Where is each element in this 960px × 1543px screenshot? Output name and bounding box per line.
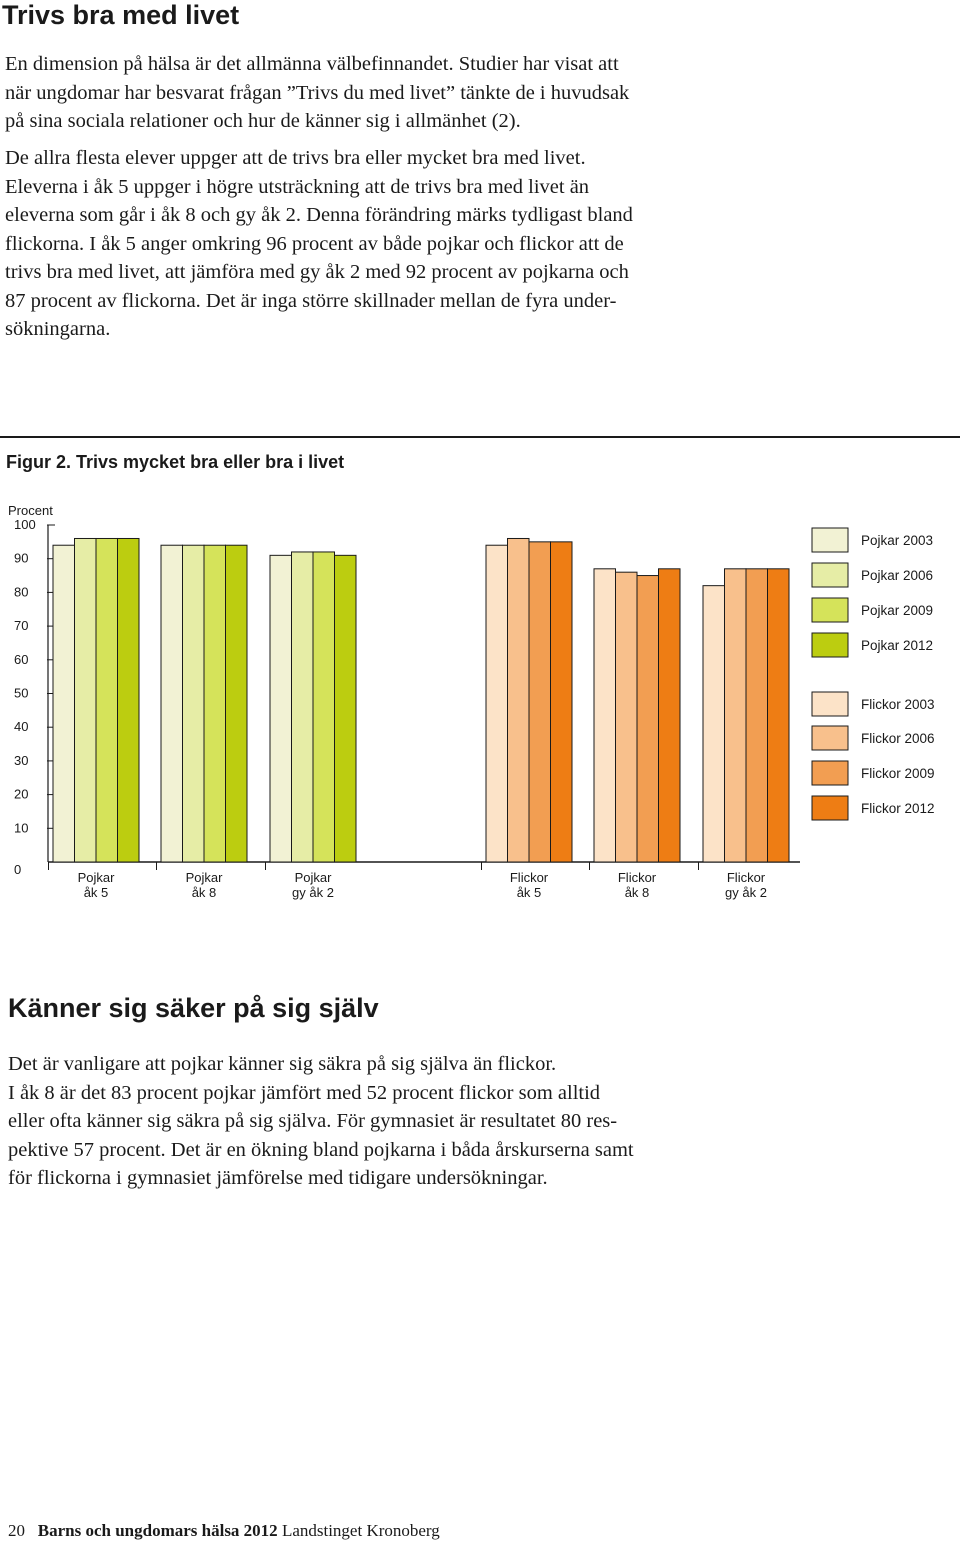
x-tick-label: Flickor [509, 870, 549, 885]
bar [53, 545, 75, 862]
bar [486, 545, 508, 862]
text-line: pektive 57 procent. Det är en ökning bland pojkarna i båda årskurserna samt [8, 1138, 634, 1161]
bar [637, 576, 659, 862]
y-tick-label: 10 [14, 820, 29, 836]
legend-label: Pojkar 2009 [861, 603, 934, 618]
self-confidence-paragraph [8, 1050, 634, 1193]
legend-swatch [812, 563, 848, 587]
y-axis-label: Procent [8, 503, 53, 518]
legend-label: Pojkar 2012 [861, 638, 934, 653]
text-line: eller ofta känner sig säkra på sig själva. För gymnasiet är resultatet 80 res- [8, 1110, 618, 1132]
y-tick-label: 0 [14, 862, 22, 877]
bar [551, 542, 573, 862]
bar [96, 538, 118, 862]
y-tick-label: 50 [14, 685, 29, 701]
figure-title: Figur 2. Trivs mycket bra eller bra i livet [6, 452, 345, 472]
y-tick-label: 80 [14, 584, 29, 600]
bar [746, 569, 768, 862]
figure-divider [0, 436, 960, 438]
page-number: 20 [8, 1521, 25, 1540]
text-line: på sina sociala relationer och hur de känner sig i allmänhet (2). [5, 110, 521, 132]
y-tick-label: 100 [14, 517, 36, 532]
results-paragraph [5, 144, 633, 344]
text-line: I åk 8 är det 83 procent pojkar jämfört med 52 procent flickor som alltid [8, 1081, 601, 1104]
legend-label: Pojkar 2003 [861, 533, 934, 548]
section-heading-saker: Känner sig säker på sig själv [8, 993, 379, 1023]
text-line: Eleverna i åk 5 uppger i högre utsträckning att de trivs bra med livet än [5, 175, 590, 198]
text-line: eleverna som går i åk 8 och gy åk 2. Denna förändring märks tydligast bland [5, 204, 633, 226]
bar [768, 569, 790, 862]
bar [508, 538, 530, 862]
legend-label: Flickor 2003 [861, 697, 935, 712]
text-line: 87 procent av flickorna. Det är inga större skillnader mellan de fyra under- [5, 289, 617, 312]
bar [529, 542, 551, 862]
text-line: flickorna. I åk 5 anger omkring 96 procent av både pojkar och flickor att de [5, 232, 624, 255]
bar [161, 545, 183, 862]
bar [725, 569, 747, 862]
bar [703, 586, 725, 862]
x-tick-label: gy åk 2 [725, 885, 767, 900]
bar [75, 538, 97, 862]
legend-swatch [812, 598, 848, 622]
bar [204, 545, 226, 862]
bar [659, 569, 681, 862]
text-line: Det är vanligare att pojkar känner sig säkra på sig själva än flickor. [8, 1053, 557, 1075]
x-tick-label: Flickor [726, 870, 766, 885]
legend-label: Flickor 2009 [861, 766, 935, 781]
bar [594, 569, 616, 862]
y-tick-label: 20 [14, 786, 29, 802]
bar [313, 552, 335, 862]
bar [183, 545, 205, 862]
text-line: sökningarna. [5, 318, 111, 340]
x-tick-label: åk 8 [191, 885, 217, 900]
bar-chart [0, 495, 960, 915]
y-tick-label: 40 [14, 719, 29, 735]
publisher-name: Landstinget Kronoberg [281, 1521, 440, 1540]
y-tick-label: 60 [14, 651, 29, 667]
page-footer [8, 1521, 440, 1541]
legend-label: Flickor 2006 [861, 731, 935, 746]
x-tick-label: åk 5 [83, 885, 109, 900]
x-tick-label: Pojkar [185, 870, 223, 885]
x-tick-label: Flickor [617, 870, 657, 885]
publication-title: Barns och ungdomars hälsa 2012 [37, 1521, 278, 1540]
legend-label: Flickor 2012 [861, 801, 935, 816]
text-line: när ungdomar har besvarat frågan ”Trivs du med livet” tänkte de i huvudsak [5, 81, 630, 104]
text-line: En dimension på hälsa är det allmänna välbefinnandet. Studier har visat att [5, 53, 619, 75]
legend-swatch [812, 726, 848, 750]
bar [118, 538, 140, 862]
legend-swatch [812, 692, 848, 716]
y-tick-label: 70 [14, 618, 29, 634]
bar [270, 555, 292, 862]
y-tick-label: 90 [14, 550, 29, 566]
x-tick-label: gy åk 2 [292, 885, 334, 900]
bar [335, 555, 357, 862]
legend-swatch [812, 633, 848, 657]
legend-swatch [812, 528, 848, 552]
legend-swatch [812, 796, 848, 820]
x-tick-label: Pojkar [294, 870, 332, 885]
bar [616, 572, 638, 862]
bar [292, 552, 314, 862]
x-tick-label: åk 8 [624, 885, 650, 900]
x-tick-label: Pojkar [77, 870, 115, 885]
text-line: för flickorna i gymnasiet jämförelse med tidigare undersökningar. [8, 1167, 548, 1189]
bar [226, 545, 248, 862]
text-line: trivs bra med livet, att jämföra med gy åk 2 med 92 procent av pojkarna och [5, 261, 629, 283]
legend-swatch [812, 761, 848, 785]
x-tick-label: åk 5 [516, 885, 542, 900]
legend-label: Pojkar 2006 [861, 568, 934, 583]
text-line: De allra flesta elever uppger att de trivs bra eller mycket bra med livet. [5, 147, 586, 169]
intro-paragraph [5, 50, 629, 136]
section-heading-trivs: Trivs bra med livet [2, 0, 240, 30]
y-tick-label: 30 [14, 752, 29, 768]
